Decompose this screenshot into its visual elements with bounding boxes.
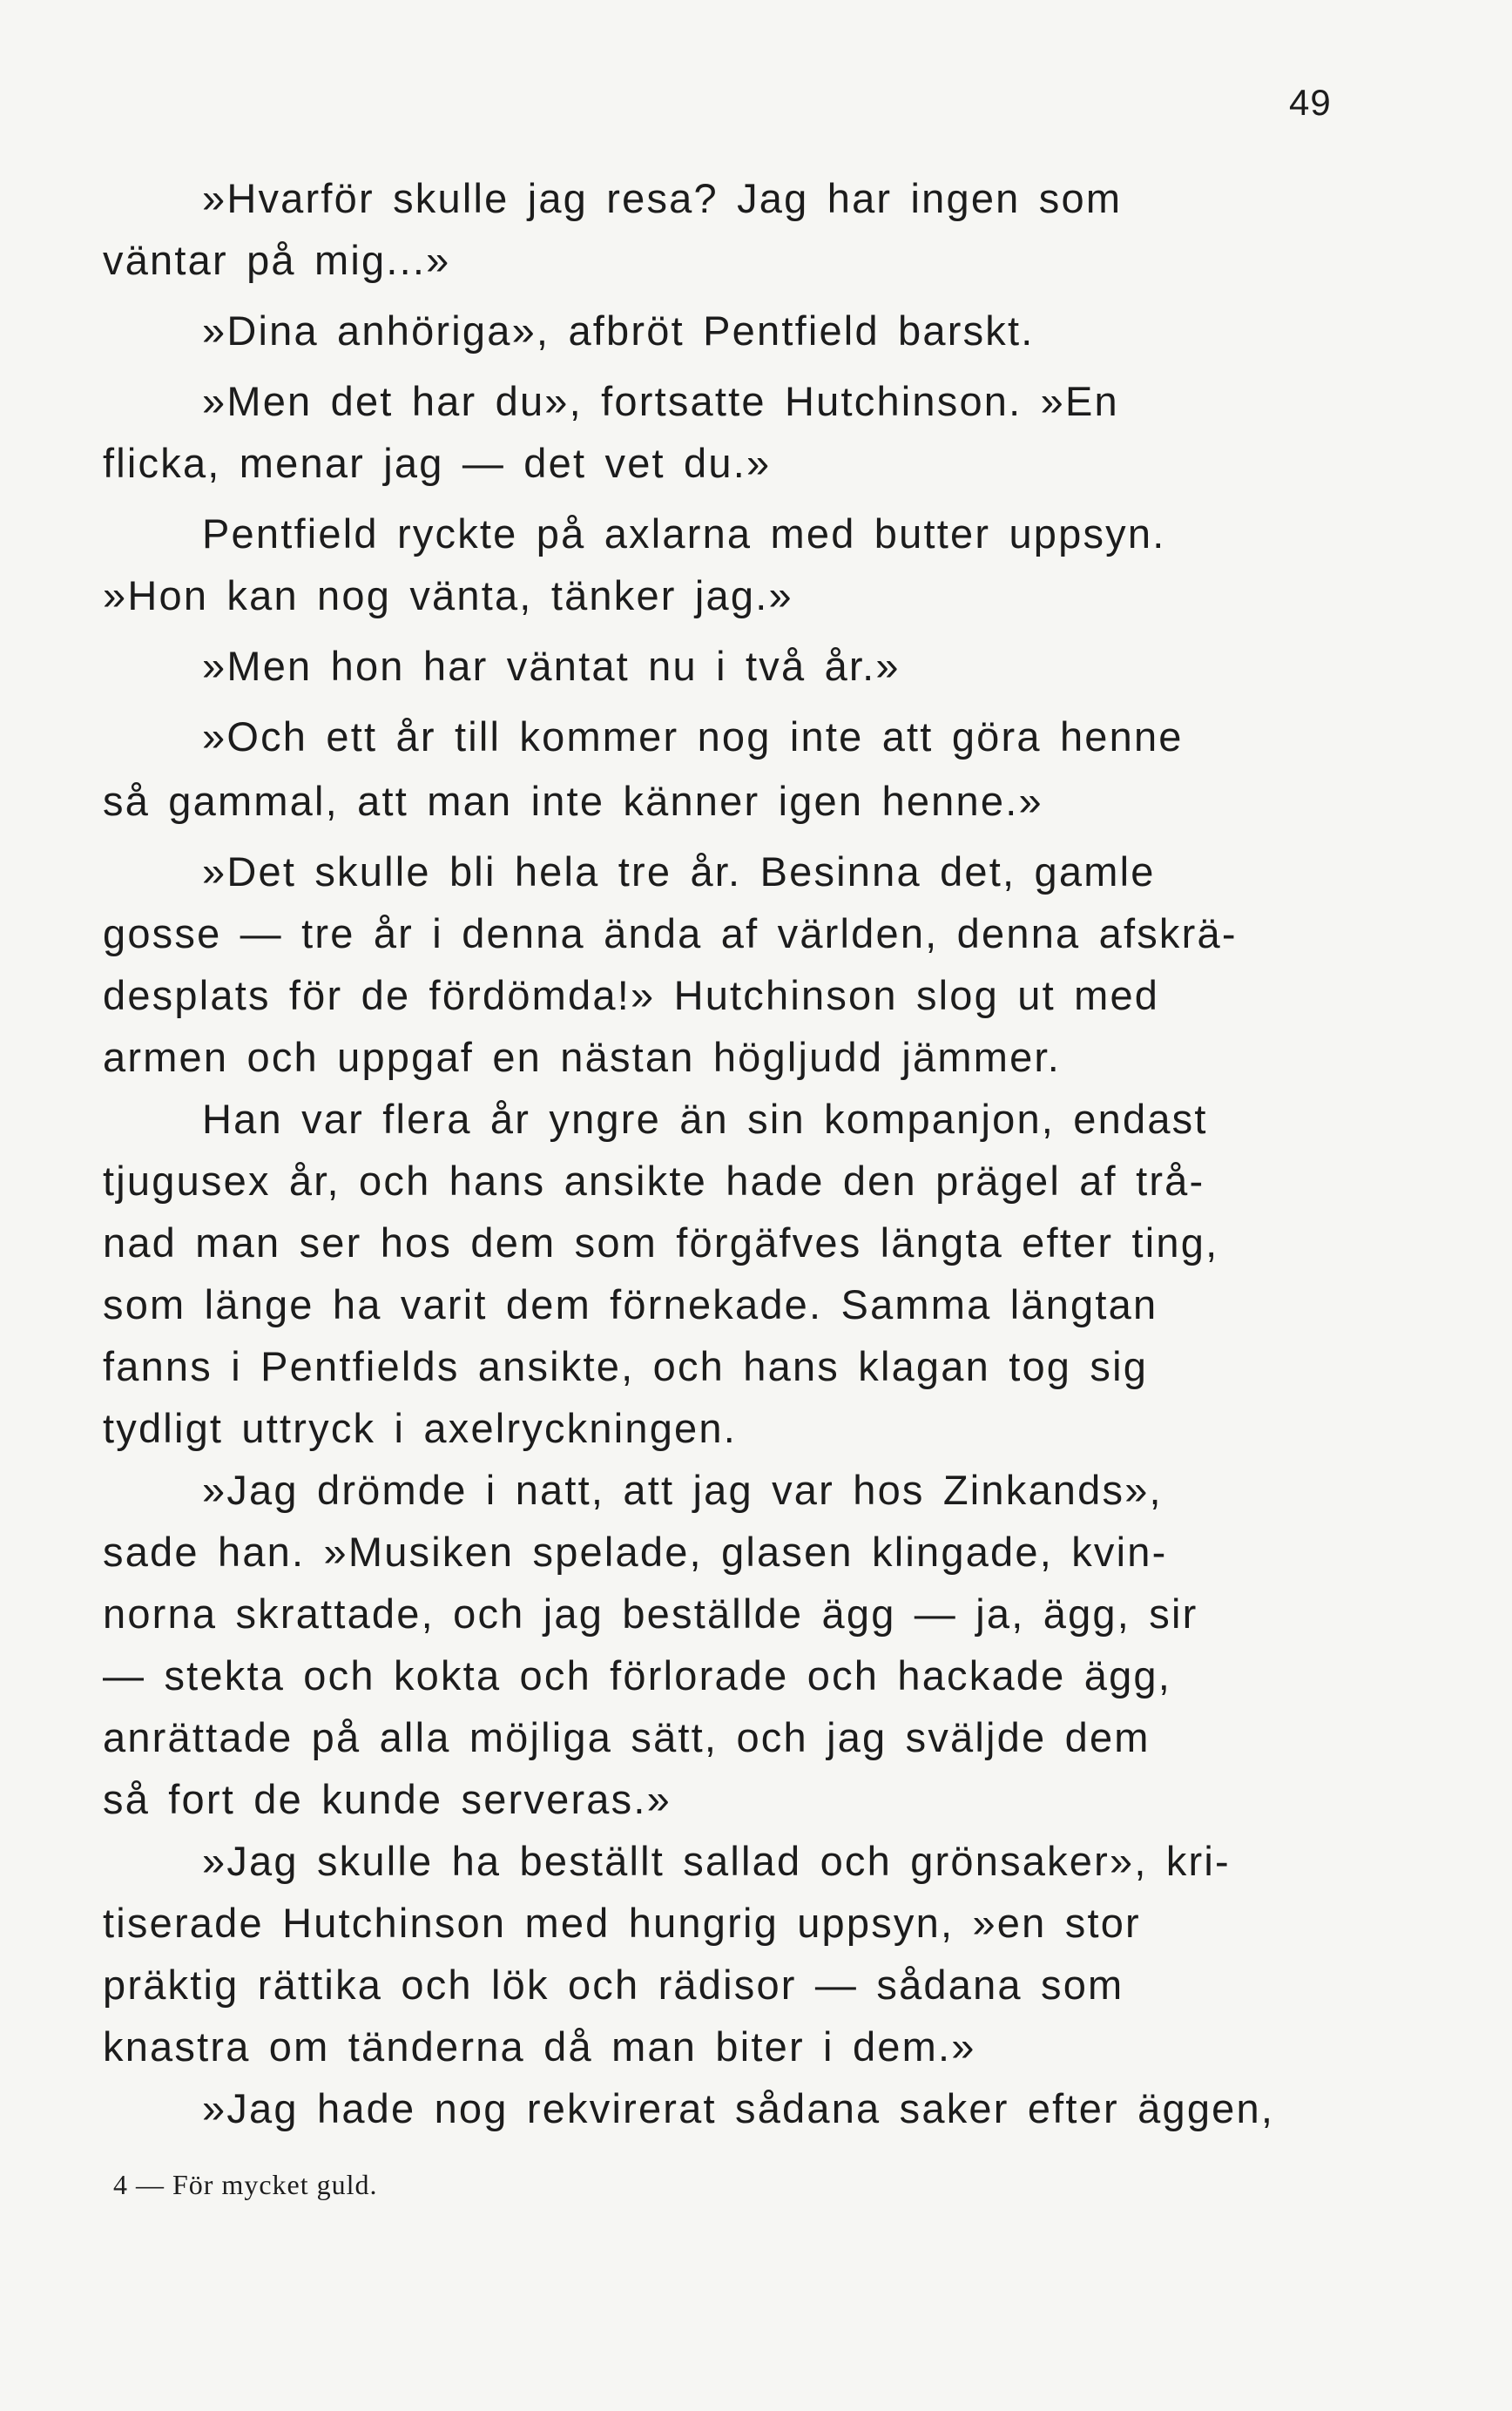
text-line: »Hvarför skulle jag resa? Jag har ingen som <box>202 175 1123 221</box>
text-line: fanns i Pentfields ansikte, och hans klagan tog sig <box>103 1343 1149 1389</box>
text-line: Pentfield ryckte på axlarna med butter uppsyn. <box>202 510 1166 557</box>
text-line: gosse — tre år i denna ända af världen, denna afskrä- <box>103 910 1238 956</box>
text-line: så fort de kunde serveras.» <box>103 1776 672 1822</box>
text-line: »Och ett år till kommer nog inte att göra henne <box>202 713 1184 760</box>
text-line: »Men hon har väntat nu i två år.» <box>202 643 901 689</box>
text-line: »Men det har du», fortsatte Hutchinson. »En <box>202 378 1119 424</box>
text-line: »Jag hade nog rekvirerat sådana saker efter äggen, <box>202 2085 1275 2131</box>
text-line: »Jag drömde i natt, att jag var hos Zinkands», <box>202 1467 1163 1513</box>
text-line: sade han. »Musiken spelade, glasen klingade, kvin- <box>103 1529 1168 1575</box>
text-line: nad man ser hos dem som förgäfves längta efter ting, <box>103 1219 1219 1266</box>
text-line: — stekta och kokta och förlorade och hackade ägg, <box>103 1652 1172 1699</box>
text-line: Han var flera år yngre än sin kompanjon, endast <box>202 1096 1208 1142</box>
text-line: »Hon kan nog vänta, tänker jag.» <box>103 572 793 618</box>
text-line: anrättade på alla möjliga sätt, och jag sväljde dem <box>103 1714 1151 1760</box>
text-line: desplats för de fördömda!» Hutchinson slog ut med <box>103 972 1160 1018</box>
page-number: 49 <box>1289 82 1332 123</box>
footer-signature: 4 — För mycket guld. <box>113 2169 378 2200</box>
text-line: tydligt uttryck i axelryckningen. <box>103 1405 737 1451</box>
text-line: präktig rättika och lök och rädisor — sådana som <box>103 1962 1124 2008</box>
text-line: »Det skulle bli hela tre år. Besinna det, gamle <box>202 848 1156 895</box>
text-line: väntar på mig...» <box>103 237 451 283</box>
text-line: flicka, menar jag — det vet du.» <box>103 440 772 486</box>
text-line: armen och uppgaf en nästan högljudd jämmer. <box>103 1034 1061 1080</box>
text-line: tjugusex år, och hans ansikte hade den prägel af trå- <box>103 1158 1205 1204</box>
text-line: tiserade Hutchinson med hungrig uppsyn, »en stor <box>103 1900 1141 1946</box>
text-line: norna skrattade, och jag beställde ägg — ja, ägg, sir <box>103 1590 1198 1637</box>
text-line: som länge ha varit dem förnekade. Samma längtan <box>103 1281 1158 1327</box>
text-line: »Dina anhöriga», afbröt Pentfield barskt. <box>202 307 1035 354</box>
text-line: knastra om tänderna då man biter i dem.» <box>103 2023 976 2070</box>
text-line: så gammal, att man inte känner igen henne.» <box>103 778 1043 824</box>
text-line: »Jag skulle ha beställt sallad och grönsaker», kri- <box>202 1838 1231 1884</box>
